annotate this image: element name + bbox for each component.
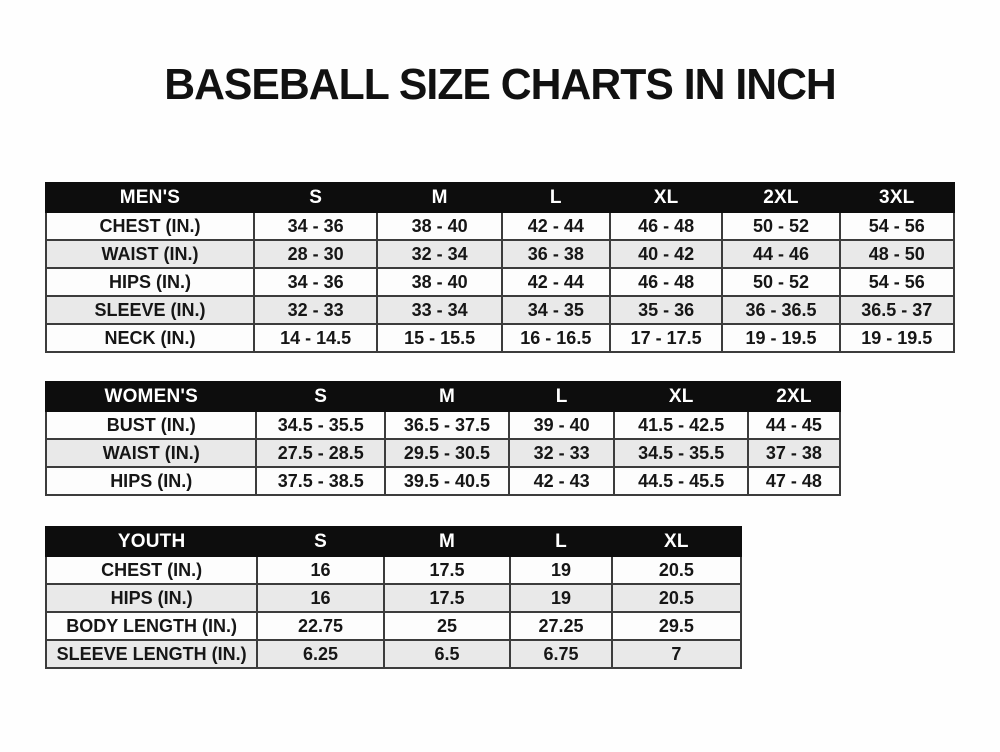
value-cell: 6.5 — [384, 640, 510, 668]
measurement-label-cell: SLEEVE (IN.) — [46, 296, 254, 324]
value-cell: 19 - 19.5 — [722, 324, 839, 352]
value-cell: 39.5 - 40.5 — [385, 467, 509, 495]
value-cell: 6.25 — [257, 640, 383, 668]
value-cell: 7 — [612, 640, 741, 668]
value-cell: 34 - 36 — [254, 212, 377, 240]
header-row — [46, 382, 840, 411]
size-header-cell: L — [509, 382, 615, 411]
size-header-cell: 2XL — [748, 382, 840, 411]
tables-area — [45, 182, 1000, 669]
value-cell: 15 - 15.5 — [377, 324, 501, 352]
measurement-label-cell: CHEST (IN.) — [46, 556, 257, 584]
table-row — [46, 268, 954, 296]
youth-table — [45, 526, 742, 669]
value-cell: 29.5 - 30.5 — [385, 439, 509, 467]
size-header-cell: S — [254, 183, 377, 212]
table-row — [46, 324, 954, 352]
measurement-label-cell: WAIST (IN.) — [46, 439, 256, 467]
value-cell: 16 — [257, 556, 383, 584]
value-cell: 41.5 - 42.5 — [614, 411, 747, 439]
value-cell: 19 — [510, 584, 611, 612]
header-row — [46, 527, 741, 556]
value-cell: 44.5 - 45.5 — [614, 467, 747, 495]
table-row — [46, 240, 954, 268]
value-cell: 38 - 40 — [377, 212, 501, 240]
value-cell: 29.5 — [612, 612, 741, 640]
value-cell: 16 — [257, 584, 383, 612]
value-cell: 32 - 34 — [377, 240, 501, 268]
table-title-cell: YOUTH — [46, 527, 257, 556]
measurement-label-cell: SLEEVE LENGTH (IN.) — [46, 640, 257, 668]
table-title-cell: MEN'S — [46, 183, 254, 212]
size-header-cell: M — [377, 183, 501, 212]
measurement-label-cell: WAIST (IN.) — [46, 240, 254, 268]
value-cell: 42 - 43 — [509, 467, 615, 495]
value-cell: 46 - 48 — [610, 268, 723, 296]
value-cell: 50 - 52 — [722, 268, 839, 296]
measurement-label-cell: HIPS (IN.) — [46, 268, 254, 296]
size-header-cell: M — [385, 382, 509, 411]
measurement-label-cell: BUST (IN.) — [46, 411, 256, 439]
value-cell: 27.25 — [510, 612, 611, 640]
measurement-label-cell: HIPS (IN.) — [46, 467, 256, 495]
value-cell: 36 - 36.5 — [722, 296, 839, 324]
table-row — [46, 640, 741, 668]
size-header-cell: 2XL — [722, 183, 839, 212]
value-cell: 34 - 35 — [502, 296, 610, 324]
value-cell: 32 - 33 — [254, 296, 377, 324]
size-header-cell: XL — [612, 527, 741, 556]
header-row — [46, 183, 954, 212]
value-cell: 20.5 — [612, 556, 741, 584]
value-cell: 17.5 — [384, 584, 510, 612]
value-cell: 35 - 36 — [610, 296, 723, 324]
value-cell: 42 - 44 — [502, 268, 610, 296]
value-cell: 48 - 50 — [840, 240, 954, 268]
value-cell: 28 - 30 — [254, 240, 377, 268]
size-header-cell: XL — [610, 183, 723, 212]
mens-table — [45, 182, 955, 353]
value-cell: 36.5 - 37 — [840, 296, 954, 324]
value-cell: 36 - 38 — [502, 240, 610, 268]
value-cell: 37 - 38 — [748, 439, 840, 467]
size-header-cell: S — [256, 382, 385, 411]
value-cell: 50 - 52 — [722, 212, 839, 240]
table-row — [46, 212, 954, 240]
table-row — [46, 439, 840, 467]
size-header-cell: L — [502, 183, 610, 212]
value-cell: 19 — [510, 556, 611, 584]
value-cell: 36.5 - 37.5 — [385, 411, 509, 439]
value-cell: 42 - 44 — [502, 212, 610, 240]
value-cell: 20.5 — [612, 584, 741, 612]
value-cell: 39 - 40 — [509, 411, 615, 439]
table-title-cell: WOMEN'S — [46, 382, 256, 411]
value-cell: 6.75 — [510, 640, 611, 668]
size-header-cell: S — [257, 527, 383, 556]
value-cell: 33 - 34 — [377, 296, 501, 324]
table-row — [46, 584, 741, 612]
measurement-label-cell: HIPS (IN.) — [46, 584, 257, 612]
measurement-label-cell: CHEST (IN.) — [46, 212, 254, 240]
value-cell: 40 - 42 — [610, 240, 723, 268]
mens-size-table — [45, 182, 1000, 353]
value-cell: 27.5 - 28.5 — [256, 439, 385, 467]
page-title: BASEBALL SIZE CHARTS IN INCH — [164, 60, 836, 109]
value-cell: 19 - 19.5 — [840, 324, 954, 352]
table-row — [46, 411, 840, 439]
value-cell: 17.5 — [384, 556, 510, 584]
value-cell: 46 - 48 — [610, 212, 723, 240]
youth-size-table — [45, 526, 1000, 669]
value-cell: 17 - 17.5 — [610, 324, 723, 352]
value-cell: 44 - 46 — [722, 240, 839, 268]
value-cell: 34 - 36 — [254, 268, 377, 296]
value-cell: 34.5 - 35.5 — [614, 439, 747, 467]
table-row — [46, 612, 741, 640]
value-cell: 54 - 56 — [840, 268, 954, 296]
value-cell: 44 - 45 — [748, 411, 840, 439]
size-header-cell: M — [384, 527, 510, 556]
value-cell: 32 - 33 — [509, 439, 615, 467]
measurement-label-cell: BODY LENGTH (IN.) — [46, 612, 257, 640]
value-cell: 54 - 56 — [840, 212, 954, 240]
value-cell: 47 - 48 — [748, 467, 840, 495]
size-header-cell: 3XL — [840, 183, 954, 212]
value-cell: 25 — [384, 612, 510, 640]
womens-table — [45, 381, 841, 496]
womens-size-table — [45, 381, 1000, 496]
measurement-label-cell: NECK (IN.) — [46, 324, 254, 352]
value-cell: 34.5 - 35.5 — [256, 411, 385, 439]
table-row — [46, 467, 840, 495]
table-row — [46, 296, 954, 324]
value-cell: 14 - 14.5 — [254, 324, 377, 352]
value-cell: 16 - 16.5 — [502, 324, 610, 352]
value-cell: 22.75 — [257, 612, 383, 640]
table-row — [46, 556, 741, 584]
value-cell: 38 - 40 — [377, 268, 501, 296]
value-cell: 37.5 - 38.5 — [256, 467, 385, 495]
size-header-cell: L — [510, 527, 611, 556]
size-header-cell: XL — [614, 382, 747, 411]
